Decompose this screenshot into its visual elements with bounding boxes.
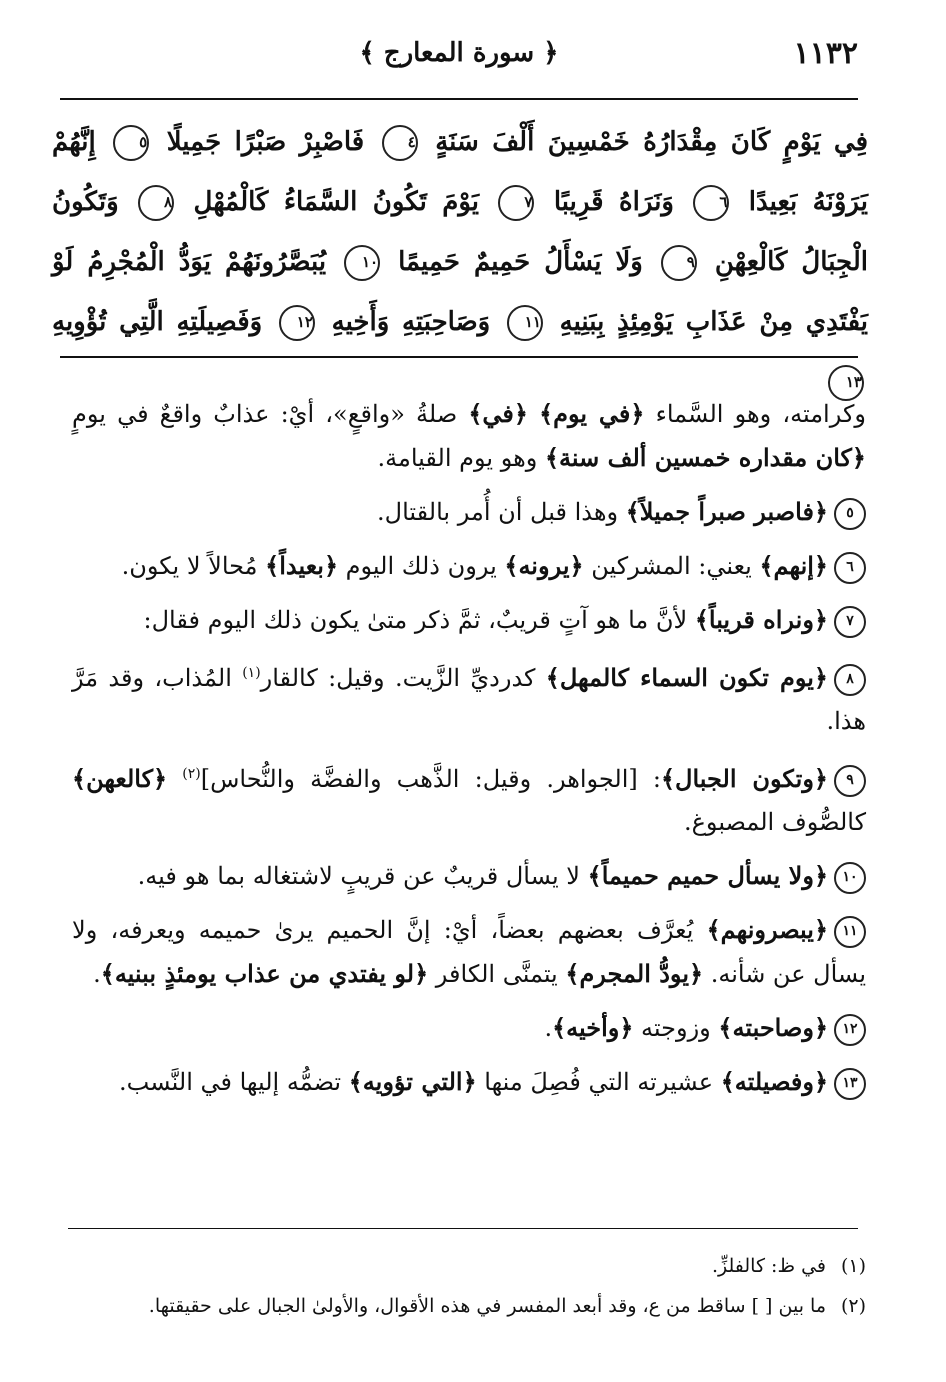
quoted-verse: ﴿كالعهن﴾ [72,764,168,793]
commentary-text: لأنَّ ما هو آتٍ قريبٌ، ثمَّ ذكر متىٰ يكون ذلك اليوم فقال: [143,606,695,634]
verse-number-badge: ٧ [834,606,866,638]
commentary-text: كدرديِّ الزَّيت. وقيل: كالقار [260,664,546,692]
commentary-text: يرون ذلك اليوم [338,552,505,580]
commentary-text: وكرامته، وهو السَّماء [644,400,866,428]
footnote-item [80,1246,866,1286]
commentary-text: يُعرَّف بعضهم بعضاً، أيْ: إنَّ الحميم يرىٰ حميمه ويعرفه، ولا يسأل عن شأنه. [72,916,866,988]
footnotes [80,1246,866,1326]
verse-number-badge: ١٢ [834,1014,866,1046]
quran-verse: يُبَصَّرُونَهُمْ يَوَدُّ الْمُجْرِمُ لَوْ يَفْتَدِي مِنْ عَذَابِ يَوْمِئِذٍ بِبَنِيهِ [52,247,869,337]
commentary-text [528,400,539,428]
commentary-text: يعني: المشركين [583,552,760,580]
header-divider [60,98,858,100]
commentary-paragraph-9 [72,753,866,844]
commentary-text: عشيرته التي فُصِلَ منها [476,1068,721,1096]
surah-title: ﴿ سورة المعارج ﴾ [359,38,559,68]
footnote-divider [68,1228,858,1229]
verse-number-badge: ١٣ [834,1068,866,1100]
quran-verse: وَتَكُونُ الْجِبَالُ كَالْعِهْنِ [52,187,868,277]
ayah-marker: ٧ [498,185,534,221]
quoted-verse: ﴿يودُّ المجرم﴾ [565,959,704,988]
commentary-text: المُذاب، وقد مَرَّ هذا. [72,664,866,735]
quran-verse: يَوْمَ تَكُونُ السَّمَاءُ كَالْمُهْلِ [193,187,480,217]
quran-verse: إِنَّهُمْ يَرَوْنَهُ بَعِيدًا [52,127,868,217]
quoted-verse: ﴿يوم تكون السماء كالمهل﴾ [545,663,828,692]
quoted-verse: ﴿في يوم﴾ [539,399,645,428]
quran-verse: وَصَاحِبَتِهِ وَأَخِيهِ [331,307,491,337]
commentary-text: صلةُ «واقعٍ»، أيْ: عذابٌ واقعٌ في يومٍ [72,400,469,428]
quoted-verse: ﴿وأخيه﴾ [552,1013,634,1042]
ayah-marker: ٩ [661,245,697,281]
quran-text [52,112,868,412]
quoted-verse: ﴿فاصبر صبراً جميلاً﴾ [625,497,828,526]
quoted-verse: ﴿وفصيلته﴾ [720,1067,828,1096]
commentary-text: يتمنَّى الكافر [428,960,566,988]
commentary-paragraph-7 [72,598,866,642]
ayah-marker: ٦ [693,185,729,221]
quran-verse: وَنَرَاهُ قَرِيبًا [553,187,674,217]
ayah-marker: ١٢ [279,305,315,341]
commentary-paragraph-11 [72,908,866,996]
verse-number-badge: ٩ [834,765,866,797]
quoted-verse: ﴿وصاحبته﴾ [718,1013,828,1042]
verse-number-badge: ٨ [834,664,866,696]
commentary-text: . [544,1014,553,1042]
commentary-paragraph-12 [72,1006,866,1050]
ayah-marker: ١٣ [828,365,864,401]
commentary-text: : [الجواهر. وقيل: الذَّهب والفضَّة والنُّحاس] [200,765,661,793]
quoted-verse: ﴿يبصرونهم﴾ [706,915,828,944]
quran-divider [60,356,858,358]
footnote-reference: (١) [242,665,261,681]
footnote-number: (٢) [840,1295,866,1317]
commentary-paragraph-8 [72,652,866,743]
quoted-verse: ﴿كان مقداره خمسين ألف سنة﴾ [544,443,866,472]
quran-verse: فِي يَوْمٍ كَانَ مِقْدَارُهُ خَمْسِينَ أَلْفَ سَنَةٍ [435,127,869,157]
commentary-paragraph [72,392,866,480]
page-header [60,34,858,74]
quran-verse: وَلَا يَسْأَلُ حَمِيمٌ حَمِيمًا [398,247,643,277]
ayah-marker: ١١ [507,305,543,341]
footnote-item [80,1286,866,1326]
commentary-text [167,765,182,793]
commentary-paragraph-5 [72,490,866,534]
ayah-marker: ١٠ [344,245,380,281]
commentary-text: وزوجته [633,1014,719,1042]
commentary-paragraph-10 [72,854,866,898]
ayah-marker: ٨ [138,185,174,221]
commentary-text: تضمُّه إليها في النَّسب. [119,1068,349,1096]
quoted-verse: ﴿ولا يسأل حميم حميماً﴾ [587,861,828,890]
verse-number-badge: ٦ [834,552,866,584]
commentary-text: لا يسأل قريبٌ عن قريبٍ لاشتغاله بما هو فيه. [137,862,588,890]
page-number: ١١٣٢ [793,36,858,71]
quoted-verse: ﴿بعيداً﴾ [265,551,339,580]
commentary-text: وهو يوم القيامة. [377,444,545,472]
quoted-verse: ﴿التي تؤويه﴾ [348,1067,477,1096]
quran-verse: وَفَصِيلَتِهِ الَّتِي تُؤْوِيهِ [52,307,263,337]
footnote-text: في ظ: كالفلزِّ. [711,1255,826,1277]
commentary [72,392,866,1114]
quoted-verse: ﴿لو يفتدي من عذاب يومئذٍ ببنيه﴾ [100,959,429,988]
footnote-reference: (٢) [182,766,201,782]
commentary-text: وهذا قبل أن أُمر بالقتال. [377,498,626,526]
quoted-verse: ﴿في﴾ [468,399,528,428]
ayah-marker: ٤ [382,125,418,161]
footnote-number: (١) [840,1255,866,1277]
ayah-marker: ٥ [113,125,149,161]
quoted-verse: ﴿يرونه﴾ [504,551,584,580]
commentary-text: . [93,960,101,988]
commentary-text: مُحالاً لا يكون. [121,552,266,580]
commentary-paragraph-13 [72,1060,866,1104]
quoted-verse: ﴿إنهم﴾ [759,551,828,580]
verse-number-badge: ١١ [834,916,866,948]
verse-number-badge: ١٠ [834,862,866,894]
quoted-verse: ﴿وتكون الجبال﴾ [660,764,828,793]
verse-number-badge: ٥ [834,498,866,530]
quoted-verse: ﴿ونراه قريباً﴾ [694,605,828,634]
commentary-paragraph-6 [72,544,866,588]
commentary-text: كالصُّوف المصبوغ. [683,808,866,836]
quran-verse: فَاصْبِرْ صَبْرًا جَمِيلًا [166,127,365,157]
footnote-text: ما بين [ ] ساقط من ع، وقد أبعد المفسر في هذه الأقوال، والأولىٰ الجبال على حقيقتها. [148,1295,826,1317]
